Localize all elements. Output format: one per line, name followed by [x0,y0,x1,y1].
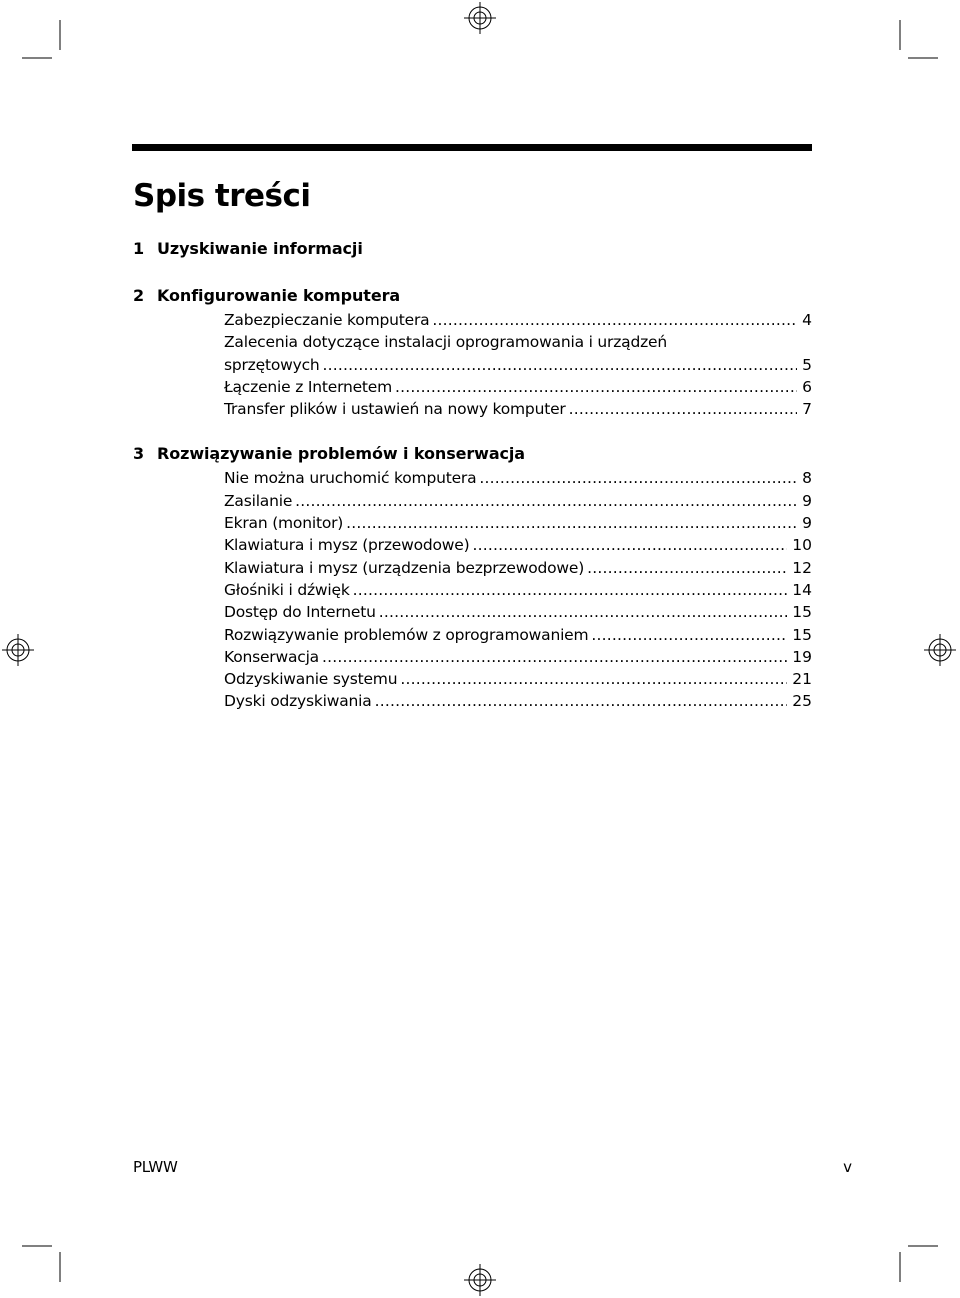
toc-entry-text: Zabezpieczanie komputera [224,311,430,329]
toc-entry[interactable] [224,601,812,623]
toc-page-number: 4 [802,311,812,329]
toc-chapter [133,236,812,262]
toc-entry-text: Klawiatura i mysz (przewodowe) [224,536,470,555]
toc-entry-row [224,668,812,690]
toc-page-number: 5 [802,355,812,374]
toc-entry-text: sprzętowych [224,355,320,374]
dot-leader [372,690,788,712]
toc-entry-row [224,690,812,712]
toc-entry-row [224,557,812,579]
registration-target-icon [924,634,956,666]
dot-leader [476,467,797,489]
toc-entry-list [133,309,812,420]
dot-leader [343,512,797,534]
toc-entry-row [224,646,812,668]
toc-entry-text: Zasilanie [224,491,293,510]
toc-entry[interactable] [224,646,812,668]
registration-target-icon [2,634,34,666]
toc-entry-text: Dostęp do Internetu [224,603,376,622]
toc-entry[interactable] [224,557,812,579]
toc-entry[interactable] [224,467,812,489]
footer-document-code: PLWW [133,1158,178,1176]
toc-page-number: 6 [802,377,812,396]
toc-entry-row [224,467,812,489]
toc-chapter-heading[interactable] [133,236,812,262]
dot-leader [350,579,788,601]
toc-entry-text: Klawiatura i mysz (urządzenia bezprzewodowe) [224,558,585,577]
toc-entry-row [224,579,812,601]
chapter-title: Uzyskiwanie informacji [157,239,363,258]
toc-page-number: 10 [792,536,812,555]
toc-chapter [133,283,812,420]
toc-entry[interactable] [224,490,812,512]
dot-leader [429,309,797,331]
chapter-number: 1 [133,239,145,258]
toc-entry[interactable] [224,690,812,712]
toc-entry[interactable] [224,534,812,556]
toc-entry[interactable] [224,512,812,534]
toc-entry-text: Głośniki i dźwięk [224,580,350,599]
dot-leader [376,601,788,623]
dot-leader [320,354,798,376]
toc-entry-text: Ekran (monitor) [224,514,344,533]
toc-entry[interactable] [224,398,812,420]
toc-page-number: 25 [792,692,812,711]
toc-entry[interactable] [224,668,812,690]
toc-entry-row [224,601,812,623]
footer-page-number: v [843,1158,852,1176]
toc-entry-text: Łączenie z Internetem [224,377,393,396]
chapter-number: 2 [133,286,145,305]
toc-entry-text: Dyski odzyskiwania [224,692,372,711]
dot-leader [292,490,797,512]
toc-entry-text: Zalecenia dotyczące instalacji oprogramowania i urządzeń [224,333,667,352]
chapter-number: 3 [133,444,145,464]
chapter-title: Konfigurowanie komputera [157,286,401,305]
toc-entry-row [224,398,812,420]
toc-page-number: 7 [802,400,812,419]
toc-entry[interactable] [224,376,812,398]
toc-entry[interactable] [224,309,812,331]
toc-page-number: 8 [802,469,812,488]
toc-entry-text: Rozwiązywanie problemów z oprogramowaniem [224,625,589,644]
toc-page-number: 19 [792,647,812,666]
toc-entry-text: Odzyskiwanie systemu [224,670,398,689]
dot-leader [392,376,797,398]
registration-target-icon [464,1264,496,1296]
toc-chapter-heading[interactable] [133,283,812,309]
toc-page-number: 12 [792,558,812,577]
chapter-title: Rozwiązywanie problemów i konserwacja [157,444,526,464]
toc-entry-text: Transfer plików i ustawień na nowy komputer [224,400,566,419]
toc-page-number: 15 [792,603,812,622]
dot-leader [588,624,787,646]
toc-entry-row [224,624,812,646]
toc-page-number: 9 [802,491,812,510]
dot-leader [319,646,787,668]
toc-entry[interactable] [224,579,812,601]
dot-leader [566,398,798,420]
registration-target-icon [464,2,496,34]
toc-entry[interactable] [224,331,812,376]
toc-entry-row [224,309,812,331]
toc-entry[interactable] [224,624,812,646]
toc-entry-text: Nie można uruchomić komputera [224,469,477,488]
toc-entry-list [133,467,812,712]
toc-entry-row [224,376,812,398]
dot-leader [584,557,787,579]
table-of-contents [133,236,812,734]
page-title: Spis treści [133,178,311,214]
dot-leader [469,534,787,556]
toc-page-number: 15 [792,625,812,644]
dot-leader [397,668,787,690]
toc-entry-row [224,512,812,534]
header-rule [132,144,812,151]
toc-entry-text: Konserwacja [224,647,319,666]
toc-chapter [133,441,812,712]
toc-page-number: 14 [792,580,812,599]
toc-entry-row [224,354,812,376]
toc-page-number: 9 [802,514,812,533]
toc-entry-row [224,490,812,512]
toc-page-number: 21 [792,670,812,689]
toc-chapter-heading[interactable] [133,441,812,467]
toc-entry-row [224,534,812,556]
